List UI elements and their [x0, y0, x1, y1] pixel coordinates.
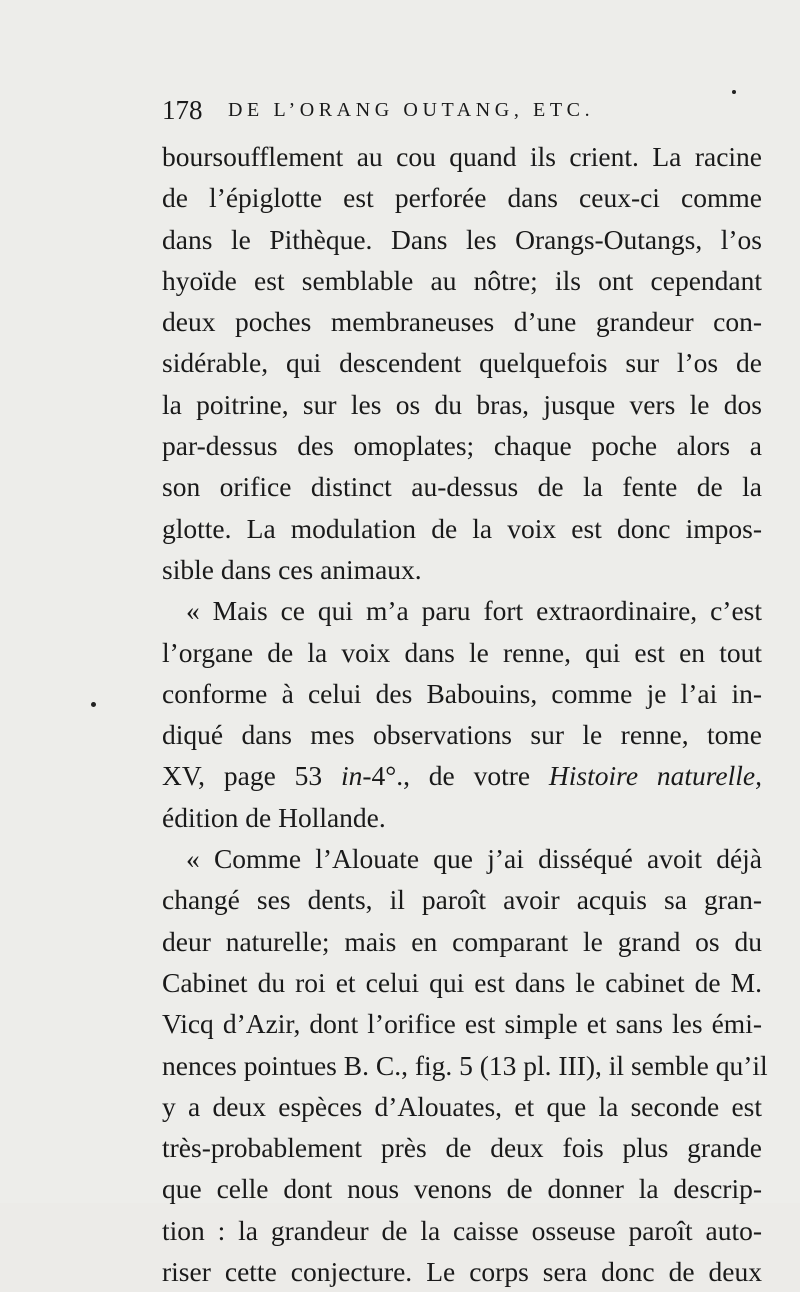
text-line: conforme à celui des Babouins, comme je l’ai in-	[162, 677, 762, 709]
text-line: l’organe de la voix dans le renne, qui est en tout	[162, 636, 762, 668]
text-line: de l’épiglotte est perforée dans ceux-ci comme	[162, 182, 762, 214]
text-line: boursoufflement au cou quand ils crient. La racine	[162, 141, 762, 172]
text-line: Cabinet du roi et celui qui est dans le cabinet de M.	[162, 966, 762, 998]
text-line: nences pointues B. C., fig. 5 (13 pl. III), il semble qu’il	[162, 1049, 768, 1081]
text-line: changé ses dents, il paroît avoir acquis sa gran-	[162, 884, 762, 916]
text-line: y a deux espèces d’Alouates, et que la seconde est	[162, 1090, 762, 1122]
text-line: par-dessus des omoplates; chaque poche alors a	[162, 430, 762, 462]
text-line: Vicq d’Azir, dont l’orifice est simple et sans les émi-	[162, 1008, 762, 1040]
text-line-with-italics	[162, 755, 762, 796]
text-line: très-probablement près de deux fois plus grande	[162, 1132, 762, 1164]
body-text	[162, 136, 768, 1292]
text-line: que celle dont nous venons de donner la descrip-	[162, 1173, 762, 1205]
ink-speck	[91, 702, 96, 707]
running-title: DE L’ORANG OUTANG, ETC.	[228, 99, 595, 121]
ink-speck	[732, 90, 736, 94]
text-segment: XV, page 53	[162, 760, 341, 792]
text-line: dans le Pithèque. Dans les Orangs-Outangs, l’os	[162, 223, 762, 255]
book-title-italic: Histoire naturelle,	[548, 760, 763, 792]
italic-segment: in	[340, 760, 363, 792]
paragraph-end-line: sible dans ces animaux.	[162, 553, 422, 585]
text-segment: -4°., de votre	[362, 760, 549, 792]
text-line: « Comme l’Alouate que j’ai disséqué avoit déjà	[186, 843, 762, 875]
text-line: diqué dans mes observations sur le renne, tome	[162, 719, 762, 751]
text-line: glotte. La modulation de la voix est donc impos-	[162, 512, 762, 544]
text-line: deur naturelle; mais en comparant le grand os du	[162, 925, 762, 957]
text-line: hyoïde est semblable au nôtre; ils ont cependant	[162, 264, 762, 296]
text-line: « Mais ce qui m’a paru fort extraordinaire, c’est	[186, 595, 762, 627]
text-line: tion : la grandeur de la caisse osseuse paroît auto-	[162, 1214, 762, 1246]
running-head	[162, 92, 762, 128]
text-line: son orifice distinct au-dessus de la fente de la	[162, 471, 762, 503]
text-line: riser cette conjecture. Le corps sera donc de deux	[162, 1256, 762, 1288]
paragraph-end-line: édition de Hollande.	[162, 801, 386, 833]
page-number: 178	[162, 95, 203, 125]
text-line: la poitrine, sur les os du bras, jusque vers le dos	[162, 388, 762, 420]
text-line: deux poches membraneuses d’une grandeur con-	[162, 306, 762, 338]
text-line: sidérable, qui descendent quelquefois sur l’os de	[162, 347, 762, 379]
